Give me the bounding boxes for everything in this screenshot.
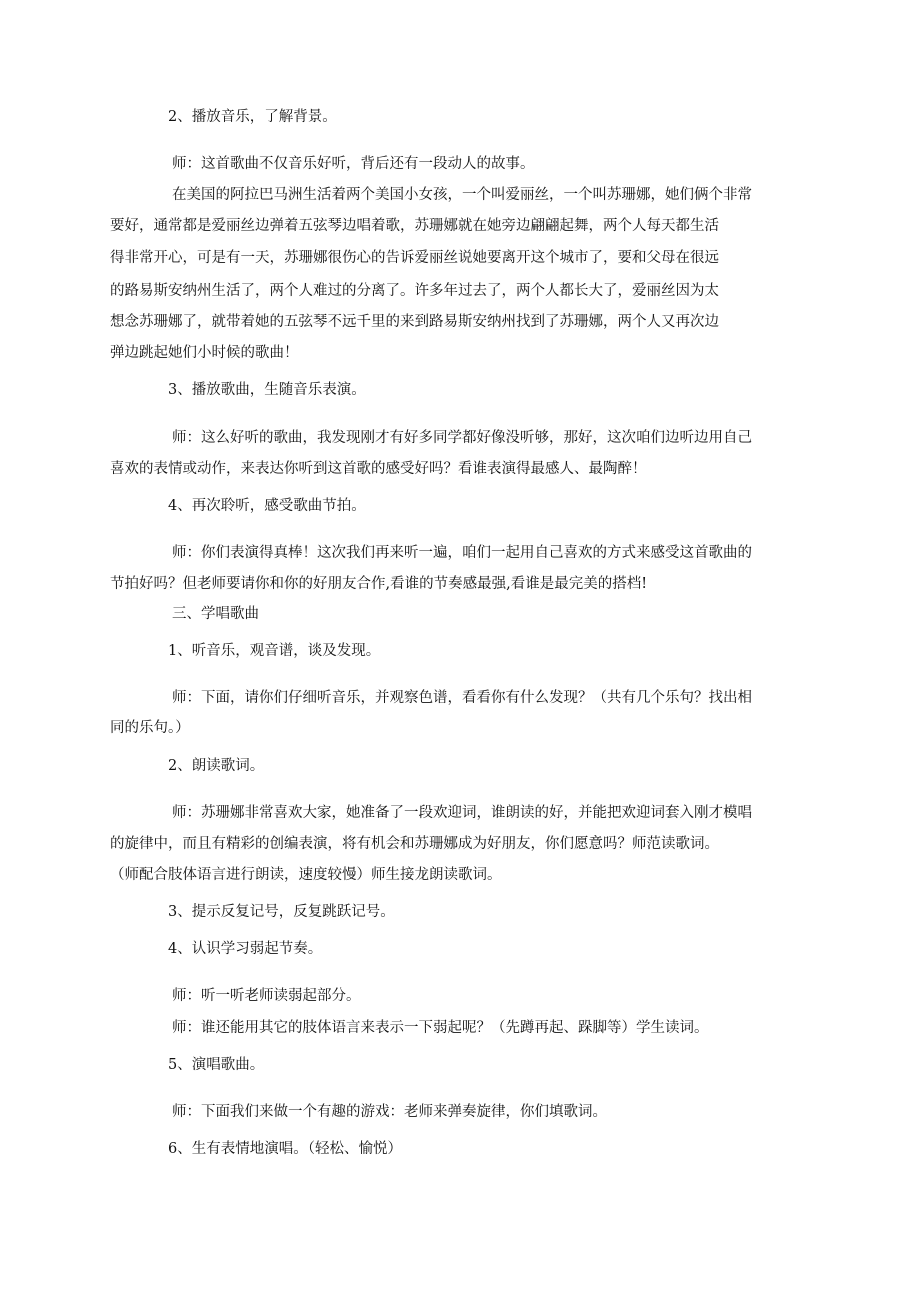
teacher-line: 师：下面我们来做一个有趣的游戏：老师来弹奏旋律，你们填歌词。 — [172, 1104, 607, 1120]
step-heading: 4、再次聆听，感受歌曲节拍。 — [168, 498, 366, 514]
teacher-line: 师：下面，请你们仔细听音乐，并观察色谱，看看你有什么发现？（共有几个乐句？找出相 — [172, 690, 752, 706]
paragraph-line: 得非常开心，可是有一天，苏珊娜很伤心的告诉爱丽丝说她要离开这个城市了，要和父母在很远 — [110, 250, 719, 266]
step-heading: 4、认识学习弱起节奏。 — [168, 941, 323, 957]
paragraph-line: （师配合肢体语言进行朗读，速度较慢）师生接龙朗读歌词。 — [110, 867, 502, 883]
teacher-line: 师：这首歌曲不仅音乐好听，背后还有一段动人的故事。 — [172, 156, 535, 172]
paragraph-line: 同的乐句。） — [110, 720, 190, 736]
step-heading: 3、提示反复记号，反复跳跃记号。 — [168, 904, 395, 920]
teacher-line: 师：苏珊娜非常喜欢大家，她准备了一段欢迎词，谁朗读的好，并能把欢迎词套入刚才模唱 — [172, 805, 752, 821]
step-heading: 6、生有表情地演唱。（轻松、愉悦） — [168, 1141, 402, 1157]
step-heading: 2、朗读歌词。 — [168, 758, 265, 774]
paragraph-line: 要好，通常都是爱丽丝边弹着五弦琴边唱着歌，苏珊娜就在她旁边翩翩起舞，两个人每天都生活 — [110, 218, 719, 234]
teacher-line: 师：谁还能用其它的肢体语言来表示一下弱起呢？（先蹲再起、跺脚等）学生读词。 — [172, 1020, 709, 1036]
paragraph-line: 节拍好吗？但老师要请你和你的好朋友合作,看谁的节奏感最强,看谁是最完美的搭档! — [110, 576, 648, 592]
step-heading: 5、演唱歌曲。 — [168, 1057, 265, 1073]
paragraph-line: 想念苏珊娜了，就带着她的五弦琴不远千里的来到路易斯安纳州找到了苏珊娜，两个人又再次边 — [110, 314, 719, 330]
section-heading: 三、学唱歌曲 — [172, 606, 259, 622]
paragraph-line: 喜欢的表情或动作，来表达你听到这首歌的感受好吗？看谁表演得最感人、最陶醉！ — [110, 461, 647, 477]
teacher-line: 师：你们表演得真棒！这次我们再来听一遍，咱们一起用自己喜欢的方式来感受这首歌曲的 — [172, 545, 752, 561]
step-heading: 3、播放歌曲，生随音乐表演。 — [168, 382, 366, 398]
step-heading: 1、听音乐，观音谱，谈及发现。 — [168, 643, 381, 659]
paragraph-line: 在美国的阿拉巴马洲生活着两个美国小女孩，一个叫爱丽丝，一个叫苏珊娜，她们俩个非常 — [172, 187, 752, 203]
teacher-line: 师：这么好听的歌曲，我发现刚才有好多同学都好像没听够，那好，这次咱们边听边用自己 — [172, 430, 752, 446]
paragraph-line: 的旋律中，而且有精彩的创编表演，将有机会和苏珊娜成为好朋友，你们愿意吗？师范读歌词。 — [110, 836, 719, 852]
teacher-line: 师：听一听老师读弱起部分。 — [172, 988, 361, 1004]
paragraph-line: 弹边跳起她们小时候的歌曲！ — [110, 345, 299, 361]
paragraph-line: 的路易斯安纳州生活了，两个人难过的分离了。许多年过去了，两个人都长大了，爱丽丝因为太 — [110, 283, 719, 299]
step-heading: 2、播放音乐，了解背景。 — [168, 109, 337, 125]
